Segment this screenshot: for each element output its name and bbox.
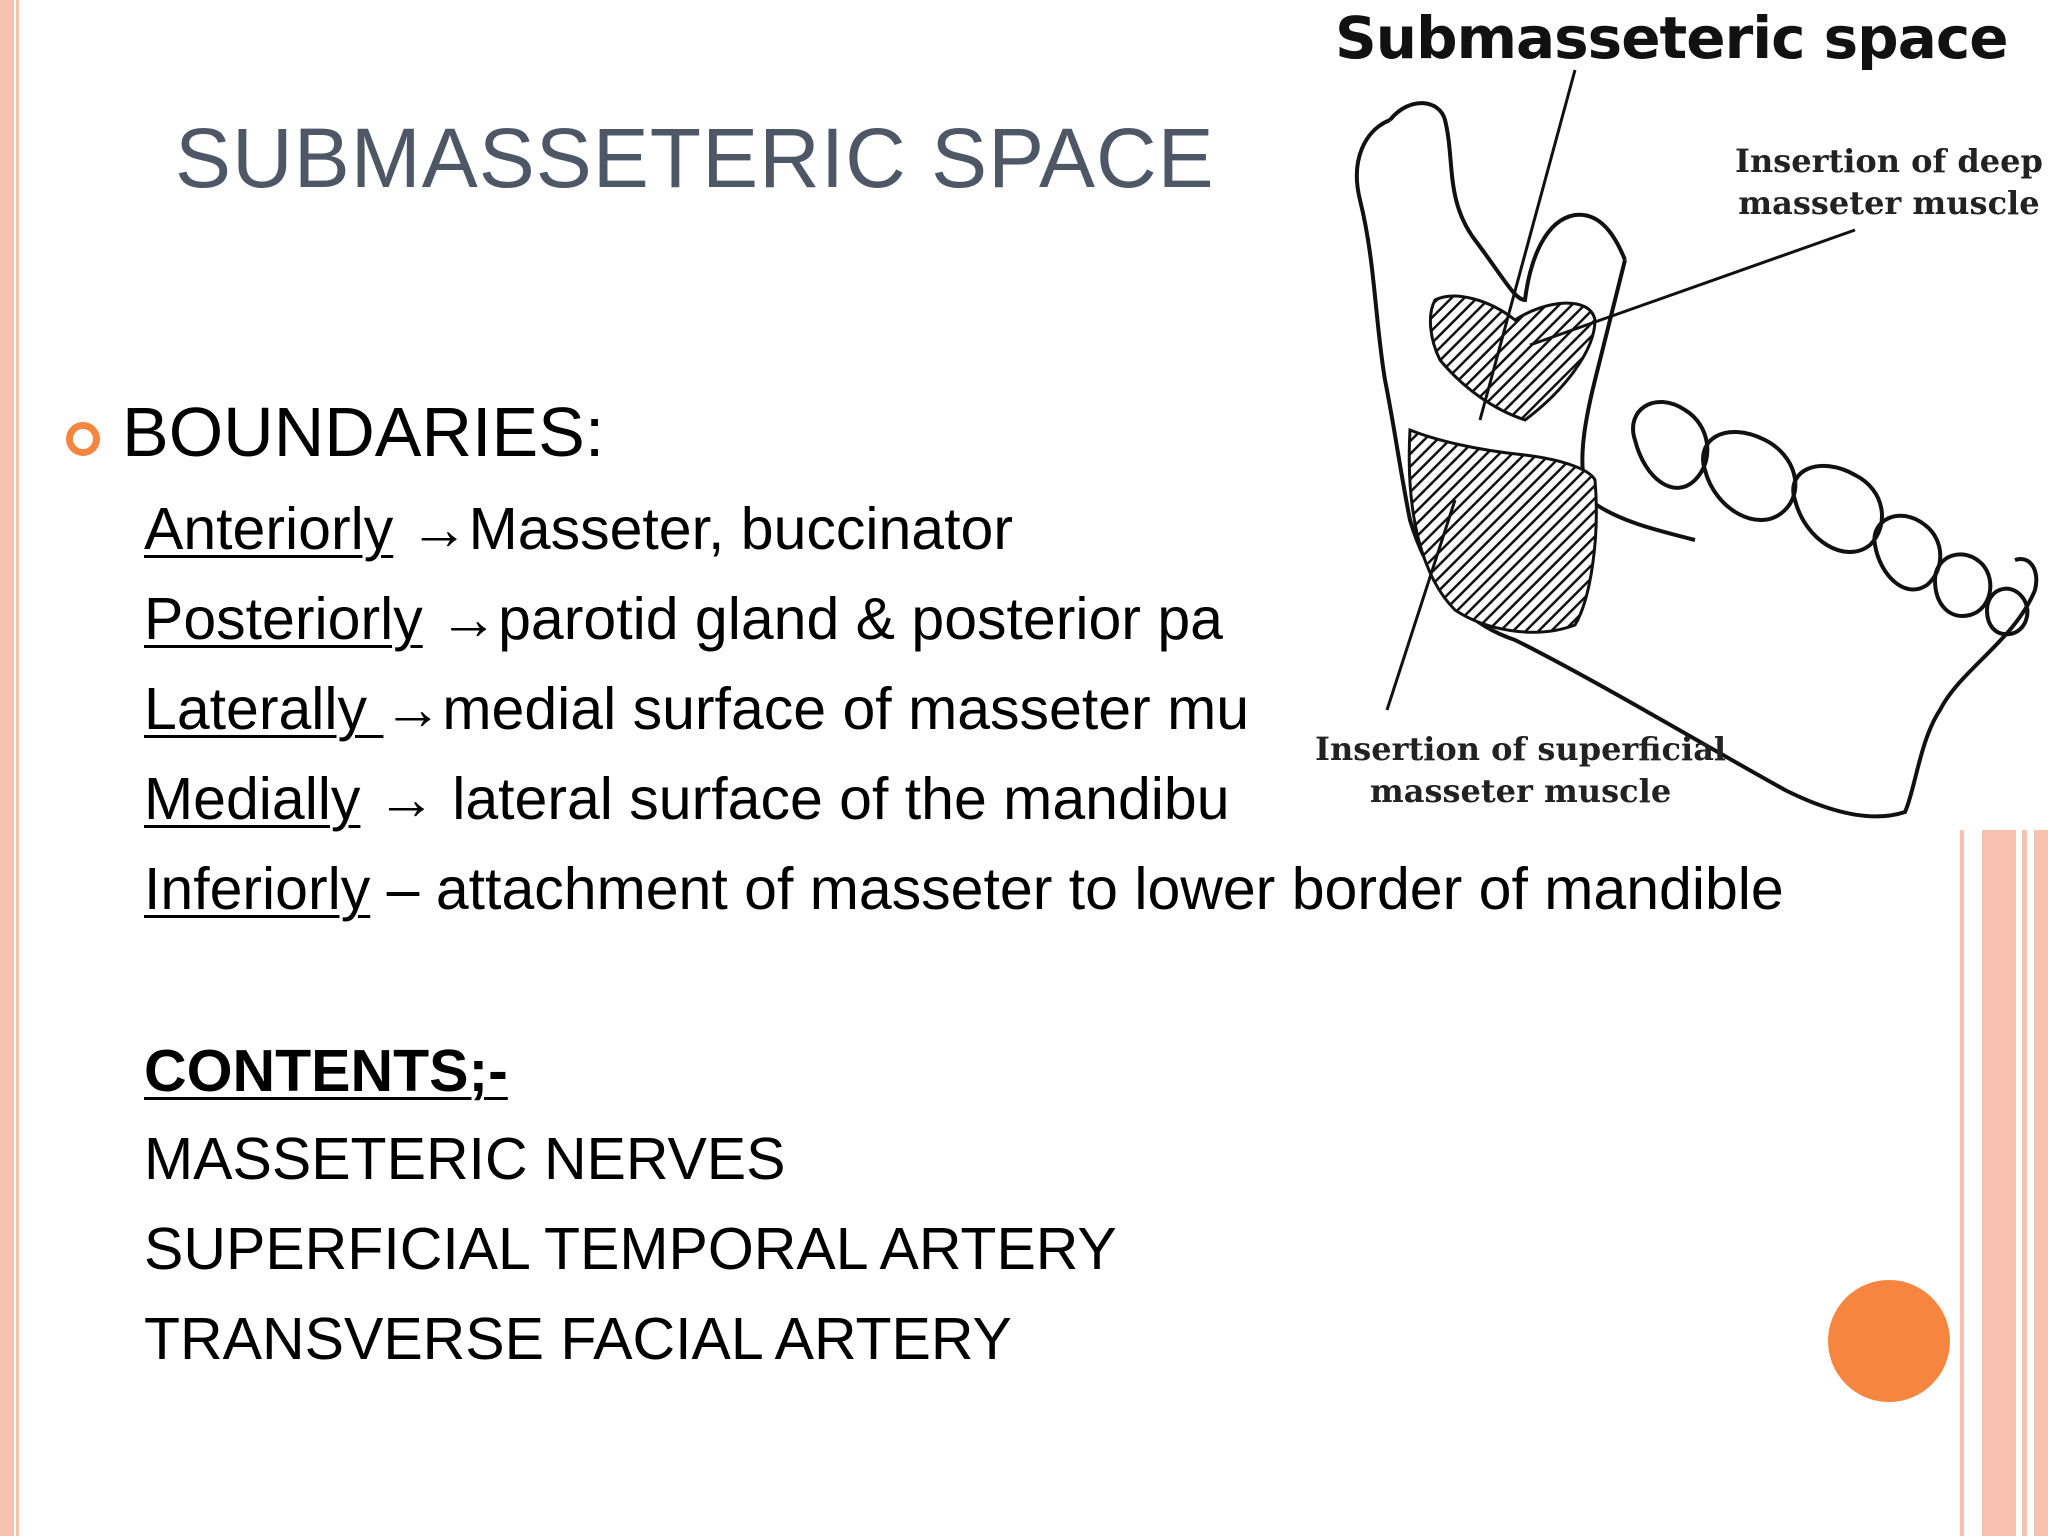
- slide-title: SUBMASSETERIC SPACE: [175, 111, 1215, 205]
- arrow: →: [360, 766, 436, 832]
- mandible-figure: [1315, 0, 2048, 830]
- boundary-label: Laterally: [144, 676, 384, 742]
- boundary-label: Anteriorly: [144, 496, 394, 562]
- boundary-line-anterior: [144, 494, 1292, 564]
- label-superficial-masseter-insertion: [1315, 728, 1726, 812]
- label-line: Insertion of deep: [1735, 142, 2043, 180]
- boundary-line-lateral: [144, 674, 1292, 744]
- label-deep-masseter-insertion: [1735, 140, 2043, 224]
- boundary-line-medial: [144, 764, 1292, 834]
- mandible-illustration: [1315, 0, 2048, 830]
- boundaries-heading: BOUNDARIES:: [122, 393, 605, 471]
- figure-title: Submasseteric space: [1335, 4, 2008, 72]
- contents-heading: CONTENTS;-: [144, 1038, 508, 1104]
- boundary-text: attachment of masseter to lower border of mandible: [419, 856, 1784, 922]
- boundary-line-posterior: [144, 584, 1292, 654]
- label-line: Insertion of superficial: [1315, 730, 1727, 768]
- orange-circle-decoration: [1828, 1280, 1950, 1402]
- label-line: masseter muscle: [1738, 184, 2040, 222]
- right-decorative-stripes: [1952, 830, 2048, 1536]
- boundary-text: parotid gland & posterior pa: [498, 586, 1223, 652]
- boundary-line-inferior: [144, 854, 1784, 924]
- boundary-label: Inferiorly: [144, 856, 371, 922]
- arrow: →: [393, 496, 469, 562]
- arrow: →: [383, 676, 443, 742]
- left-decorative-stripe: [0, 0, 14, 1536]
- arrow: →: [422, 586, 499, 652]
- boundary-text: Masseter, buccinator: [468, 496, 1013, 562]
- contents-item: SUPERFICIAL TEMPORAL ARTERY: [144, 1216, 1117, 1282]
- boundary-label: Medially: [144, 766, 361, 832]
- bullet-ring-icon: [66, 422, 100, 456]
- boundary-text: medial surface of masseter mu: [442, 676, 1250, 742]
- contents-item: TRANSVERSE FACIAL ARTERY: [144, 1306, 1012, 1372]
- left-decorative-stripe-thin: [16, 0, 19, 1536]
- label-line: masseter muscle: [1369, 772, 1672, 810]
- arrow: –: [370, 856, 420, 922]
- boundary-text: lateral surface of the mandibu: [435, 766, 1230, 832]
- contents-item: MASSETERIC NERVES: [144, 1126, 786, 1192]
- boundary-label: Posteriorly: [144, 586, 423, 652]
